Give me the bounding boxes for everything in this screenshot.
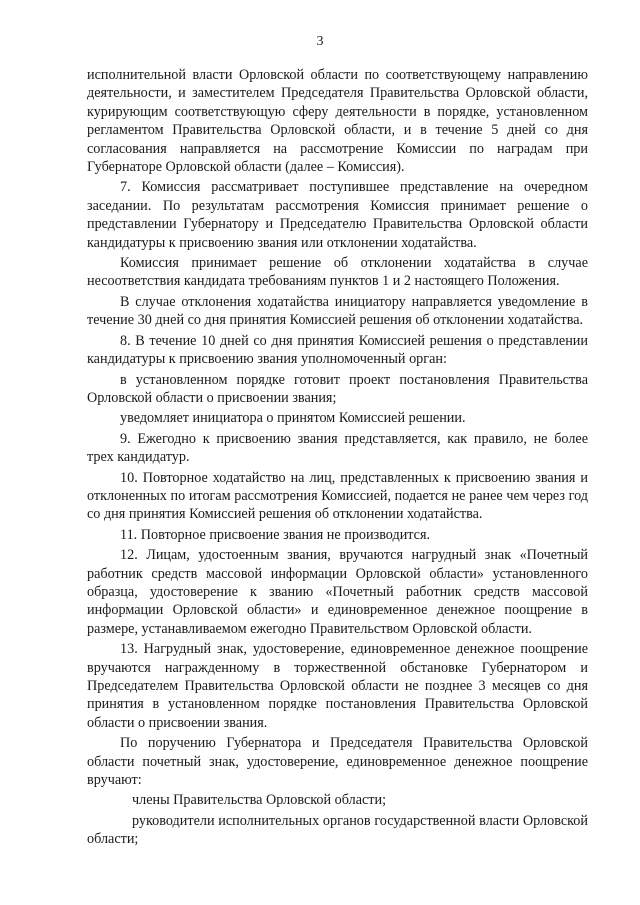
paragraph-delegation: По поручению Губернатора и Председателя Правительства Орловской области почетный знак, удостоверение, единовременное денежное поощрение вручают: — [87, 735, 588, 789]
paragraph-item-9: 9. Ежегодно к присвоению звания представляется, как правило, не более трех кандидатур. — [87, 430, 588, 466]
paragraph-item-11: 11. Повторное присвоение звания не производится. — [120, 526, 431, 543]
paragraph-item-8-sub-1: в установленном порядке готовит проект постановления Правительства Орловской области о присвоении звания; — [87, 371, 588, 406]
page-number: 3 — [316, 34, 324, 49]
paragraph-rejection-notice: В случае отклонения ходатайства инициатору направляется уведомление в течение 30 дней со дня принятия Комиссией решения об отклонении ходатайства. — [87, 293, 588, 329]
paragraph-rejection-rule: Комиссия принимает решение об отклонении ходатайства в случае несоответствия кандидата требованиям пунктов 1 и 2 настоящего Положения. — [87, 255, 588, 290]
paragraph-item-10: 10. Повторное ходатайство на лиц, представленных к присвоению звания и отклоненных по итогам рассмотрения Комиссией, подается не ранее чем через год со дня принятия Комиссией решения об отклонении ходатайства. — [87, 469, 588, 523]
paragraph-item-13: 13. Нагрудный знак, удостоверение, единовременное денежное поощрение вручаются награжденному в торжественной обстановке Губернатором и Председателем Правительства Орловской области не позднее 3 месяцев со дня принятия в установленном порядке постановления Правительства Орловской области о присвоении звания. — [87, 641, 588, 731]
paragraph-item-12: 12. Лицам, удостоенным звания, вручаются нагрудный знак «Почетный работник средств массовой информации Орловской области» установленного образца, удостоверение к званию «Почетный работник средств массовой информации Орловской области» и единовременное денежное поощрение в размере, устанавливаемом ежегодно Правительством Орловской области. — [87, 547, 588, 637]
paragraph-delegation-sub-2: руководители исполнительных органов государственной власти Орловской области; — [87, 812, 588, 848]
paragraph-item-8: 8. В течение 10 дней со дня принятия Комиссией решения о представлении кандидатуры к присвоению звания уполномоченный орган: — [87, 332, 588, 368]
paragraph-delegation-sub-1: члены Правительства Орловской области; — [132, 792, 387, 809]
paragraph-item-8-sub-2: уведомляет инициатора о принятом Комиссией решении. — [120, 410, 466, 427]
paragraph-continuation: исполнительной власти Орловской области по соответствующему направлению деятельности, и заместителем Председателя Правительства Орловской области, курирующим соответствующую сферу деятельности в порядке, установленном регламентом Правительства Орловской области, и в течение 5 дней со дня согласования направляется на рассмотрение Комиссии по наградам при Губернаторе Орловской области (далее – Комиссия). — [87, 67, 588, 176]
document-body — [87, 66, 588, 851]
paragraph-item-7: 7. Комиссия рассматривает поступившее представление на очередном заседании. По результатам рассмотрения Комиссия принимает решение о представлении Губернатору и Председателю Правительства Орловской области кандидатуры к присвоению звания или отклонении ходатайства. — [87, 179, 588, 251]
